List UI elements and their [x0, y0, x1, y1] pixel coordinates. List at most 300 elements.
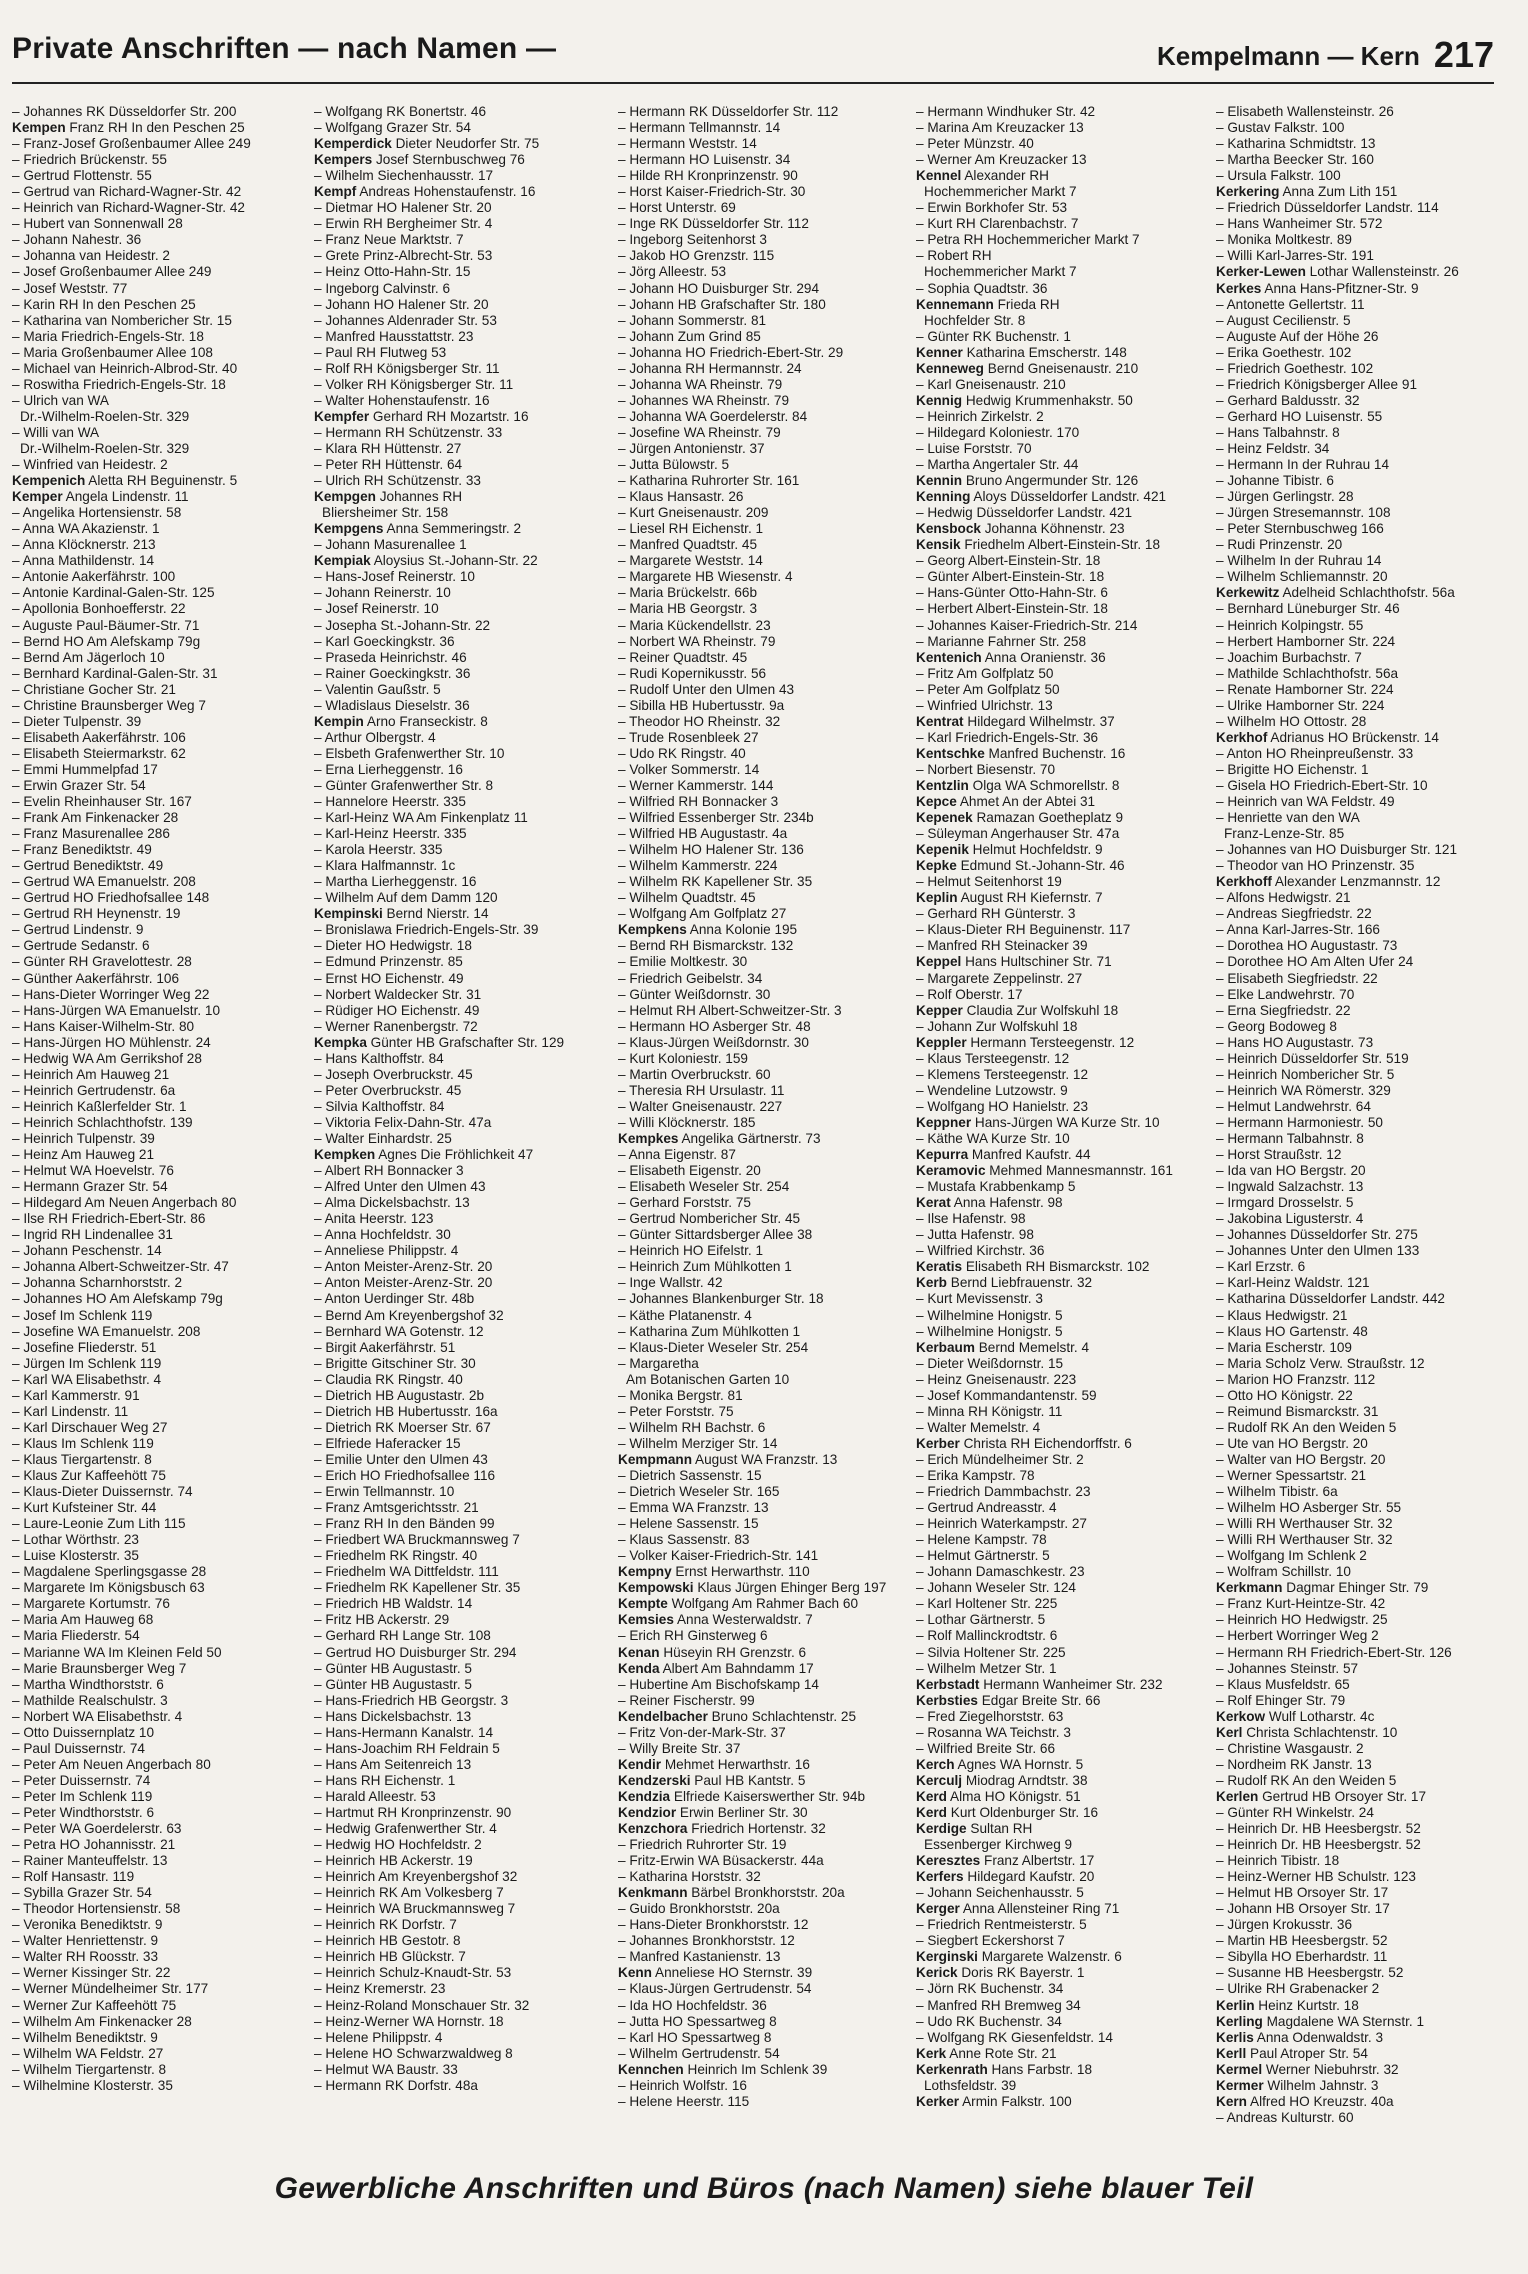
listing-entry: – Maria Friedrich-Engels-Str. 18 [12, 328, 204, 344]
listing-entry: – Reiner Fischerstr. 99 [618, 1692, 755, 1708]
surname: Kensik [916, 537, 961, 553]
listing-entry: – Wilhelm Am Finkenacker 28 [12, 2013, 192, 2029]
listing-entry: – Peter Sternbuschweg 166 [1216, 521, 1384, 537]
surname: Kerfers [916, 1869, 964, 1885]
listing-surname-entry: Kerkhof Adrianus HO Brückenstr. 14 [1216, 729, 1439, 745]
listing-entry: – Peter Am Neuen Angerbach 80 [12, 1756, 211, 1772]
listing-entry: – Gisela HO Friedrich-Ebert-Str. 10 [1216, 777, 1428, 793]
listing-entry: – Herbert Hamborner Str. 224 [1216, 633, 1396, 649]
listing-surname-entry: Kepce Ahmet An der Abtei 31 [916, 794, 1096, 810]
listing-entry: – Käthe Platanenstr. 4 [618, 1307, 752, 1323]
listing-entry: – Siegbert Eckershorst 7 [916, 1933, 1065, 1949]
listing-entry: – Fritz-Erwin WA Büsackerstr. 44a [618, 1853, 824, 1869]
listing-entry: – Wolfgang HO Hanielstr. 23 [916, 1098, 1089, 1114]
listing-entry: – Gertrud Flottenstr. 55 [12, 168, 152, 184]
surname: Kerdige [916, 1821, 967, 1837]
section-title: Private Anschriften — nach Namen — [12, 32, 557, 65]
listing-entry: – Erwin Grazer Str. 54 [12, 777, 146, 793]
listing-entry: – Wilhelm RH Bachstr. 6 [618, 1419, 766, 1435]
listing-entry: – Heinz-Werner HB Schulstr. 123 [1216, 1869, 1416, 1885]
listing-entry: – Hans HO Augustastr. 73 [1216, 1034, 1374, 1050]
listing-entry: – Gertrud HO Friedhofsallee 148 [12, 890, 210, 906]
listing-entry: – Ulrich RH Schützenstr. 33 [314, 473, 481, 489]
listing-entry: – Klaus-Dieter RH Beguinenstr. 117 [916, 922, 1131, 938]
listing-entry: – Werner Kissinger Str. 22 [12, 1965, 171, 1981]
surname: Kerd [916, 1788, 947, 1804]
listing-entry: – Wolfgang RK Giesenfeldstr. 14 [916, 2029, 1113, 2045]
listing-entry: – Helene Philippstr. 4 [314, 2029, 443, 2045]
listing-surname-entry: Kerbsties Edgar Breite Str. 66 [916, 1692, 1101, 1708]
listing-entry: – Wilfried Breite Str. 66 [916, 1740, 1056, 1756]
listing-entry: – Walter RH Roosstr. 33 [12, 1949, 159, 1965]
listing-entry: – Margarete Kortumstr. 76 [12, 1596, 170, 1612]
listing-entry: – Emilie Moltkestr. 30 [618, 954, 748, 970]
listing-entry: – Rudi Prinzenstr. 20 [1216, 537, 1343, 553]
listing-entry: – Norbert Biesenstr. 70 [916, 761, 1056, 777]
listing-entry: – Anton HO Rheinpreußenstr. 33 [1216, 745, 1414, 761]
listing-entry: – Karl Lindenstr. 11 [12, 1403, 129, 1419]
listing-entry: – Winfried van Heidestr. 2 [12, 457, 168, 473]
listing-entry: – Heinrich Tibistr. 18 [1216, 1853, 1340, 1869]
listing-entry: – Bernhard Lüneburger Str. 46 [1216, 601, 1400, 617]
listing-entry: – Dietrich Sassenstr. 15 [618, 1467, 762, 1483]
listing-entry: – Rudolf RK An den Weiden 5 [1216, 1772, 1397, 1788]
listing-entry: – Klaus-Dieter Weseler Str. 254 [618, 1339, 809, 1355]
surname: Kenner [916, 344, 963, 360]
listing-entry: – Gertrud RH Heynenstr. 19 [12, 906, 181, 922]
listing-entry: – Irmgard Drosselstr. 5 [1216, 1195, 1354, 1211]
listing-entry: – Hermann Tellmannstr. 14 [618, 120, 781, 136]
surname: Kerkmann [1216, 1580, 1283, 1596]
listing-entry: – Frank Am Finkenacker 28 [12, 810, 179, 826]
listing-entry: – Günter HB Augustastr. 5 [314, 1660, 472, 1676]
listing-entry: – Wolfgang Grazer Str. 54 [314, 120, 471, 136]
surname: Kentenich [916, 649, 982, 665]
listing-entry: – Heinz-Werner WA Hornstr. 18 [314, 2013, 504, 2029]
listing-entry: – Johannes WA Rheinstr. 79 [618, 392, 790, 408]
listing-entry: – Dietmar HO Halener Str. 20 [314, 200, 492, 216]
listing-entry: – Anna Hochfeldstr. 30 [314, 1227, 451, 1243]
surname: Kerculj [916, 1772, 963, 1788]
listing-entry: – Georg Albert-Einstein-Str. 18 [916, 553, 1101, 569]
listing-entry: – Wilfried Essenberger Str. 234b [618, 810, 814, 826]
listing-entry: – Gustav Falkstr. 100 [1216, 120, 1345, 136]
surname: Kentzlin [916, 777, 969, 793]
listing-entry: – Alfred Unter den Ulmen 43 [314, 1179, 486, 1195]
listing-entry: – Jörg Alleestr. 53 [618, 264, 727, 280]
footer-note: Gewerbliche Anschriften und Büros (nach Namen) siehe blauer Teil [274, 2172, 1254, 2205]
listing-entry: – Gertrud HO Duisburger Str. 294 [314, 1644, 517, 1660]
listing-entry: – Wilhelm In der Ruhrau 14 [1216, 553, 1382, 569]
listing-entry: – Ulrike Hamborner Str. 224 [1216, 697, 1385, 713]
listing-surname-entry: Kerkhoff Alexander Lenzmannstr. 12 [1216, 874, 1441, 890]
listing-entry: – Gertrud Lindenstr. 9 [12, 922, 144, 938]
listing-entry: – Walter Memelstr. 4 [916, 1419, 1041, 1435]
listing-entry: – Antonette Gellertstr. 11 [1216, 296, 1365, 312]
surname: Kennemann [916, 296, 994, 312]
listing-entry: – Dorothee HO Am Alten Ufer 24 [1216, 954, 1414, 970]
listing-entry: – Volker Sommerstr. 14 [618, 761, 760, 777]
listing-entry: – Wladislaus Dieselstr. 36 [314, 697, 470, 713]
listing-entry: – Hildegard Am Neuen Angerbach 80 [12, 1195, 237, 1211]
listing-entry: – Wilhelm WA Feldstr. 27 [12, 2045, 164, 2061]
listing-entry: – Ingeborg Calvinstr. 6 [314, 280, 451, 296]
listing-entry: – Mathilde Realschulstr. 3 [12, 1692, 168, 1708]
listing-entry: – Friedrich Dammbachstr. 23 [916, 1484, 1091, 1500]
listing-surname-entry: Kennchen Heinrich Im Schlenk 39 [618, 2061, 828, 2077]
listing-entry: – Peter Münzstr. 40 [916, 136, 1034, 152]
surname: Kempen [12, 120, 66, 136]
listing-entry: – Johann HO Duisburger Str. 294 [618, 280, 819, 296]
listing-entry: – Martin HB Heesbergstr. 52 [1216, 1933, 1388, 1949]
listing-entry: – Wolfgang RK Bonertstr. 46 [314, 104, 487, 119]
listing-entry: – Klaus Hansastr. 26 [618, 489, 744, 505]
listing-entry: – Ilse RH Friedrich-Ebert-Str. 86 [12, 1211, 206, 1227]
listing-entry: – Hermann RK Düsseldorfer Str. 112 [618, 104, 839, 119]
listing-continuation: Hochfelder Str. 8 [924, 312, 1026, 328]
listing-entry: – Heinrich Kolpingstr. 55 [1216, 617, 1364, 633]
listing-entry: – Anton Meister-Arenz-Str. 20 [314, 1275, 493, 1291]
listing-entry: – Jutta Hafenstr. 98 [916, 1227, 1034, 1243]
listing-entry: – Ida HO Hochfeldstr. 36 [618, 1997, 767, 2013]
listing-entry: – Johannes HO Am Alefskamp 79g [12, 1291, 223, 1307]
listing-entry: – Herbert Albert-Einstein-Str. 18 [916, 601, 1108, 617]
listing-entry: – Karin RH In den Peschen 25 [12, 296, 196, 312]
listing-entry: – Hans Am Seitenreich 13 [314, 1756, 472, 1772]
listing-surname-entry: Kerber Christa RH Eichendorffstr. 6 [916, 1435, 1132, 1451]
surname: Keramovic [916, 1163, 986, 1179]
listing-entry: – Manfred Quadtstr. 45 [618, 537, 758, 553]
listing-entry: – Anton Meister-Arenz-Str. 20 [314, 1259, 493, 1275]
listing-entry: – Klaus Tersteegenstr. 12 [916, 1050, 1070, 1066]
surname: Keppel [916, 954, 962, 970]
listing-entry: – Walter Gneisenaustr. 227 [618, 1098, 783, 1114]
listing-surname-entry: Kennel Alexander RH [916, 168, 1049, 184]
listing-entry: – Karl HO Spessartweg 8 [618, 2029, 772, 2045]
listing-entry: – Johann Seichenhausstr. 5 [916, 1885, 1084, 1901]
listing-entry: – Lothar Gärtnerstr. 5 [916, 1612, 1046, 1628]
surname: Kerick [916, 1965, 958, 1981]
listing-entry: – Rainer Manteuffelstr. 13 [12, 1853, 168, 1869]
listing-entry: – Josef Großenbaumer Allee 249 [12, 264, 212, 280]
surname: Kerll [1216, 2045, 1247, 2061]
listing-entry: – Gertrude Sedanstr. 6 [12, 938, 150, 954]
listing-entry: – Emmi Hummelpfad 17 [12, 761, 158, 777]
listing-surname-entry: Keppner Hans-Jürgen WA Kurze Str. 10 [916, 1114, 1160, 1130]
listing-entry: – Andreas Siegfriedstr. 22 [1216, 906, 1372, 922]
listing-entry: – Josef Im Schlenk 119 [12, 1307, 153, 1323]
listing-entry: – Anna Klöcknerstr. 213 [12, 537, 156, 553]
listing-entry: – Hans-Joachim RH Feldrain 5 [314, 1740, 500, 1756]
listing-entry: – Martha Beecker Str. 160 [1216, 152, 1374, 168]
listing-entry: – Erna Lierheggenstr. 16 [314, 761, 463, 777]
listing-entry: – Liesel RH Eichenstr. 1 [618, 521, 764, 537]
listing-continuation: Franz-Lenze-Str. 85 [1224, 826, 1345, 842]
listing-entry: – Ingrid RH Lindenallee 31 [12, 1227, 173, 1243]
listing-entry: – Marina Am Kreuzacker 13 [916, 120, 1084, 136]
surname: Kepenek [916, 810, 973, 826]
listing-continuation: Hochemmericher Markt 7 [924, 264, 1077, 280]
listing-entry: – Nordheim RK Janstr. 13 [1216, 1756, 1372, 1772]
listing-entry: – Heinrich Gertrudenstr. 6a [12, 1082, 176, 1098]
listing-surname-entry: Kepenik Helmut Hochfeldstr. 9 [916, 842, 1103, 858]
listing-entry: – Jutta Bülowstr. 5 [618, 457, 730, 473]
listing-entry: – Heinrich Am Hauweg 21 [12, 1066, 170, 1082]
listing-surname-entry: Kern Alfred HO Kreuzstr. 40a [1216, 2093, 1394, 2109]
listing-entry: – Hans Talbahnstr. 8 [1216, 424, 1340, 440]
listing-entry: – Helmut RH Albert-Schweitzer-Str. 3 [618, 1002, 842, 1018]
listing-entry: – Valentin Gaußstr. 5 [314, 681, 441, 697]
listing-surname-entry: Kentrat Hildegard Wilhelmstr. 37 [916, 713, 1115, 729]
listing-entry: – Peter Forststr. 75 [618, 1403, 734, 1419]
listing-entry: – Hilde RH Kronprinzenstr. 90 [618, 168, 798, 184]
listing-entry: – Peter Am Golfplatz 50 [916, 681, 1060, 697]
listing-entry: – Erich RH Ginsterweg 6 [618, 1628, 768, 1644]
listing-entry: – Margarete Im Königsbusch 63 [12, 1580, 205, 1596]
listing-entry: – Hubertine Am Bischofskamp 14 [618, 1676, 819, 1692]
listing-entry: – Anna Eigenstr. 87 [618, 1147, 736, 1163]
surname: Kerkhoff [1216, 874, 1272, 890]
listing-entry: – Helmut Seitenhorst 19 [916, 874, 1062, 890]
listing-entry: – Marianne Fahrner Str. 258 [916, 633, 1087, 649]
listing-entry: – Helene Kampstr. 78 [916, 1532, 1047, 1548]
listing-entry: – Rolf RH Königsberger Str. 11 [314, 360, 500, 376]
listing-entry: – Elisabeth Steiermarkstr. 62 [12, 745, 186, 761]
surname: Kerling [1216, 2013, 1263, 2029]
listing-surname-entry: Kensik Friedhelm Albert-Einstein-Str. 18 [916, 537, 1161, 553]
listing-entry: – Wilhelm Quadtstr. 45 [618, 890, 756, 906]
listing-surname-entry: Kendzia Elfriede Kaiserswerther Str. 94b [618, 1788, 866, 1804]
listing-entry: – Friedhelm WA Dittfeldstr. 111 [314, 1564, 499, 1580]
listing-entry: – Anna Karl-Jarres-Str. 166 [1216, 922, 1380, 938]
listing-entry: – Winfried Ulrichstr. 13 [916, 697, 1053, 713]
listing-entry: – Sophia Quadtstr. 36 [916, 280, 1048, 296]
listing-entry: – Wilhelmine Klosterstr. 35 [12, 2077, 173, 2093]
listing-entry: – Rainer Goeckingkstr. 36 [314, 665, 471, 681]
listing-entry: – Hedwig HO Hochfeldstr. 2 [314, 1837, 482, 1853]
listing-entry: – Joseph Overbruckstr. 45 [314, 1066, 473, 1082]
listing-entry: – Friedrich Düsseldorfer Landstr. 114 [1216, 200, 1439, 216]
listing-entry: – Praseda Heinrichstr. 46 [314, 649, 467, 665]
surname: Kerkes [1216, 280, 1262, 296]
listing-entry: – Josefine WA Rheinstr. 79 [618, 424, 781, 440]
listing-entry: – Karl Goeckingkstr. 36 [314, 633, 455, 649]
listing-entry: – Johannes Düsseldorfer Str. 275 [1216, 1227, 1418, 1243]
listing-entry: – Rudi Kopernikusstr. 56 [618, 665, 767, 681]
listing-entry: – Fritz Am Golfplatz 50 [916, 665, 1054, 681]
listing-entry: – Johanna van Heidestr. 2 [12, 248, 170, 264]
name-range-label: Kempelmann — Kern [1156, 41, 1420, 71]
listing-entry: – Kurt Gneisenaustr. 209 [618, 505, 769, 521]
listing-entry: – Hubert van Sonnenwall 28 [12, 216, 183, 232]
listing-entry: – Heinrich Zum Mühlkotten 1 [618, 1259, 792, 1275]
listing-entry: – Wilhelmine Honigstr. 5 [916, 1323, 1063, 1339]
listing-entry: – Alma Dickelsbachstr. 13 [314, 1195, 470, 1211]
listing-entry: – Werner Kammerstr. 144 [618, 777, 774, 793]
listing-entry: – Süleyman Angerhauser Str. 47a [916, 826, 1120, 842]
listing-entry: – Johannes Kaiser-Friedrich-Str. 214 [916, 617, 1138, 633]
listing-entry: – Mathilde Schlachthofstr. 56a [1216, 665, 1399, 681]
surname: Kemper [12, 489, 63, 505]
listing-surname-entry: Kerick Doris RK Bayerstr. 1 [916, 1965, 1085, 1981]
listing-entry: – Günter RK Buchenstr. 1 [916, 328, 1071, 344]
listing-entry: – Brigitte HO Eichenstr. 1 [1216, 761, 1369, 777]
listing-surname-entry: Kempmann August WA Franzstr. 13 [618, 1451, 838, 1467]
listing-entry: – Bernd HO Am Alefskamp 79g [12, 633, 201, 649]
listing-entry: – Peter WA Goerdelerstr. 63 [12, 1821, 182, 1837]
listing-surname-entry: Kerculj Miodrag Arndtstr. 38 [916, 1772, 1088, 1788]
listing-entry: – Johannes Aldenrader Str. 53 [314, 312, 497, 328]
listing-surname-entry: Kerginski Margarete Walzenstr. 6 [916, 1949, 1122, 1965]
listing-entry: – Paul RH Flutweg 53 [314, 344, 447, 360]
listing-surname-entry: Kendzerski Paul HB Kantstr. 5 [618, 1772, 806, 1788]
listing-entry: – Gertrud Andreasstr. 4 [916, 1500, 1057, 1516]
listing-entry: – Josepha St.-Johann-Str. 22 [314, 617, 491, 633]
listing-entry: – Erna Siegfriedstr. 22 [1216, 1002, 1351, 1018]
listing-entry: – Heinrich Schulz-Knaudt-Str. 53 [314, 1965, 512, 1981]
listing-entry: – Hedwig Grafenwerther Str. 4 [314, 1821, 497, 1837]
listing-entry: – Wilhelm Kammerstr. 224 [618, 858, 778, 874]
surname: Kendzia [618, 1788, 671, 1804]
listing-entry: – Andreas Kulturstr. 60 [1216, 2109, 1354, 2125]
listing-entry: – Johann Masurenallee 1 [314, 537, 467, 553]
listing-entry: – Johannes Unter den Ulmen 133 [1216, 1243, 1420, 1259]
listing-entry: – Hermann Windhuker Str. 42 [916, 104, 1096, 119]
listing-surname-entry: Kermel Werner Niebuhrstr. 32 [1216, 2061, 1399, 2077]
surname: Kenda [618, 1660, 660, 1676]
surname: Kerginski [916, 1949, 978, 1965]
listing-entry: – Katharina van Nombericher Str. 15 [12, 312, 232, 328]
listing-entry: – Karl Holtener Str. 225 [916, 1596, 1058, 1612]
directory-column-5 [1216, 104, 1506, 2144]
listing-entry: – Günter Weißdornstr. 30 [618, 986, 771, 1002]
listing-entry: – Johannes RK Düsseldorfer Str. 200 [12, 104, 237, 119]
surname: Kempenich [12, 473, 86, 489]
listing-entry: – Franz Masurenallee 286 [12, 826, 170, 842]
surname: Kennel [916, 168, 962, 184]
listing-entry: – Wilhelm Merziger Str. 14 [618, 1435, 778, 1451]
listing-entry: – Wilfried Kirchstr. 36 [916, 1243, 1045, 1259]
listing-entry: – Maria Brückelstr. 66b [618, 585, 758, 601]
listing-entry: – Ilse Hafenstr. 98 [916, 1211, 1026, 1227]
listing-entry: – Martin Overbruckstr. 60 [618, 1066, 771, 1082]
listing-entry: – Johann HB Orsoyer Str. 17 [1216, 1901, 1390, 1917]
listing-entry: – Rudolf Unter den Ulmen 43 [618, 681, 795, 697]
listing-entry: – Johanna WA Rheinstr. 79 [618, 376, 783, 392]
surname: Kennin [916, 473, 963, 489]
listing-surname-entry: Kempfer Gerhard RH Mozartstr. 16 [314, 408, 529, 424]
listing-surname-entry: Kerbstadt Hermann Wanheimer Str. 232 [916, 1676, 1163, 1692]
listing-entry: – Angelika Hortensienstr. 58 [12, 505, 182, 521]
listing-entry: – Volker RH Königsberger Str. 11 [314, 376, 514, 392]
listing-entry: – Katharina Düsseldorfer Landstr. 442 [1216, 1291, 1445, 1307]
listing-entry: – Jürgen Stresemannstr. 108 [1216, 505, 1391, 521]
listing-entry: – Johann Reinerstr. 10 [314, 585, 451, 601]
listing-entry: – Hans Wanheimer Str. 572 [1216, 216, 1383, 232]
listing-entry: – Edmund Prinzenstr. 85 [314, 954, 463, 970]
surname: Kerb [916, 1275, 947, 1291]
listing-entry: – Johann Peschenstr. 14 [12, 1243, 162, 1259]
listing-entry: – Friedhelm RK Kapellener Str. 35 [314, 1580, 521, 1596]
listing-entry: – Theodor van HO Prinzenstr. 35 [1216, 858, 1415, 874]
listing-entry: – Helene Sassenstr. 15 [618, 1516, 759, 1532]
listing-entry: – Mustafa Krabbenkamp 5 [916, 1179, 1076, 1195]
listing-entry: – Willi van WA [12, 424, 100, 440]
listing-entry: – Grete Prinz-Albrecht-Str. 53 [314, 248, 493, 264]
surname: Kenneweg [916, 360, 984, 376]
surname: Kempfer [314, 408, 370, 424]
listing-entry: – Wilhelm Schliemannstr. 20 [1216, 569, 1388, 585]
listing-surname-entry: Kemper Angela Lindenstr. 11 [12, 489, 189, 505]
listing-entry: – Sybilla Grazer Str. 54 [12, 1885, 152, 1901]
listing-entry: – Theresia RH Ursulastr. 11 [618, 1082, 785, 1098]
listing-entry: – Ida van HO Bergstr. 20 [1216, 1163, 1366, 1179]
surname: Kennig [916, 392, 963, 408]
listing-entry: – Hermann Harmoniestr. 50 [1216, 1114, 1383, 1130]
listing-entry: – Horst Straußstr. 12 [1216, 1147, 1342, 1163]
listing-entry: – Margarete HB Wiesenstr. 4 [618, 569, 793, 585]
listing-entry: – Erika Kampstr. 78 [916, 1467, 1035, 1483]
listing-entry: – Peter Overbruckstr. 45 [314, 1082, 462, 1098]
listing-entry: – Monika Moltkestr. 89 [1216, 232, 1352, 248]
listing-entry: – Maria Fliederstr. 54 [12, 1628, 140, 1644]
listing-entry: – Hans RH Eichenstr. 1 [314, 1772, 456, 1788]
listing-surname-entry: Kendzior Erwin Berliner Str. 30 [618, 1804, 808, 1820]
listing-entry: – Bronislawa Friedrich-Engels-Str. 39 [314, 922, 539, 938]
listing-entry: – Willi RH Werthauser Str. 32 [1216, 1532, 1393, 1548]
listing-surname-entry: Kenan Hüseyin RH Grenzstr. 6 [618, 1644, 807, 1660]
listing-entry: – Friedrich Geibelstr. 34 [618, 970, 763, 986]
listing-surname-entry: Kenda Albert Am Bahndamm 17 [618, 1660, 814, 1676]
surname: Kempkens [618, 922, 687, 938]
surname: Kerlin [1216, 1997, 1255, 2013]
listing-entry: – Klaus Sassenstr. 83 [618, 1532, 750, 1548]
listing-surname-entry: Kerkering Anna Zum Lith 151 [1216, 184, 1398, 200]
surname: Kenning [916, 489, 971, 505]
surname: Kepke [916, 858, 957, 874]
surname: Kempte [618, 1596, 668, 1612]
listing-entry: – Hans-Jürgen WA Emanuelstr. 10 [12, 1002, 221, 1018]
listing-entry: – Johanna HO Friedrich-Ebert-Str. 29 [618, 344, 844, 360]
listing-entry: – Maria Großenbaumer Allee 108 [12, 344, 213, 360]
listing-entry: – Jakobina Ligusterstr. 4 [1216, 1211, 1364, 1227]
listing-entry: – Maria Scholz Verw. Straußstr. 12 [1216, 1355, 1425, 1371]
listing-entry: – Monika Bergstr. 81 [618, 1387, 743, 1403]
listing-entry: – Franz Amtsgerichtsstr. 21 [314, 1500, 479, 1516]
listing-entry: – Walter Henriettenstr. 9 [12, 1933, 159, 1949]
listing-entry: – Werner Mündelheimer Str. 177 [12, 1981, 209, 1997]
listing-entry: – Wilhelm Metzer Str. 1 [916, 1660, 1057, 1676]
listing-surname-entry: Kenn Anneliese HO Sternstr. 39 [618, 1965, 813, 1981]
listing-entry: – Helmut WA Baustr. 33 [314, 2061, 458, 2077]
listing-surname-entry: Kempken Agnes Die Fröhlichkeit 47 [314, 1147, 534, 1163]
listing-entry: – Evelin Rheinhauser Str. 167 [12, 794, 192, 810]
listing-entry: – Karl-Heinz Waldstr. 121 [1216, 1275, 1370, 1291]
listing-entry: – Johann Zum Grind 85 [618, 328, 761, 344]
listing-surname-entry: Kerkes Anna Hans-Pfitzner-Str. 9 [1216, 280, 1419, 296]
listing-surname-entry: Kermer Wilhelm Jahnstr. 3 [1216, 2077, 1379, 2093]
listing-entry: – Heinrich RK Am Volkesberg 7 [314, 1885, 504, 1901]
listing-surname-entry: Kerd Alma HO Königstr. 51 [916, 1788, 1081, 1804]
listing-entry: – Katharina Zum Mühlkotten 1 [618, 1323, 801, 1339]
listing-entry: – Wilhelm HO Halener Str. 136 [618, 842, 804, 858]
listing-entry: – Karl Erzstr. 6 [1216, 1259, 1306, 1275]
surname: Kempowski [618, 1580, 694, 1596]
surname: Keppler [916, 1034, 967, 1050]
listing-entry: – Wilfried RH Bonnacker 3 [618, 794, 779, 810]
listing-surname-entry: Kempgens Anna Semmeringstr. 2 [314, 521, 522, 537]
listing-entry: – Erwin Borkhofer Str. 53 [916, 200, 1068, 216]
